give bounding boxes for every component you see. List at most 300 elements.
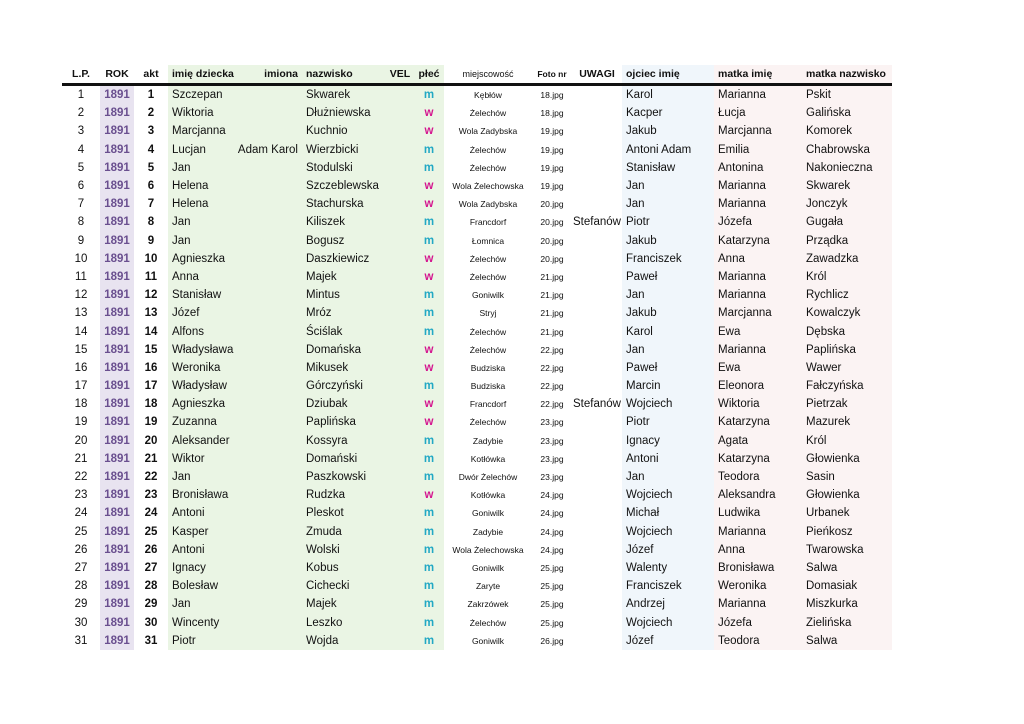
cell-imiona[interactable] xyxy=(236,250,302,268)
cell-vel[interactable] xyxy=(386,286,414,304)
cell-vel[interactable] xyxy=(386,85,414,105)
cell-miejscowosc[interactable]: Żelechów xyxy=(469,108,507,119)
cell-uwagi[interactable] xyxy=(572,504,622,522)
table-row[interactable] xyxy=(62,595,892,613)
cell-plec[interactable]: m xyxy=(414,232,444,250)
cell-ojciec-imie[interactable]: Jakub xyxy=(622,122,714,140)
cell-matka-nazwisko[interactable]: Rychlicz xyxy=(802,286,892,304)
cell-matka-imie[interactable]: Katarzyna xyxy=(714,232,802,250)
cell-foto-nr[interactable]: 20.jpg xyxy=(540,235,564,246)
cell-foto-nr[interactable]: 19.jpg xyxy=(540,162,564,173)
cell-nazwisko[interactable]: Ściślak xyxy=(302,322,386,340)
cell-nazwisko[interactable]: Dłużniewska xyxy=(302,104,386,122)
cell-nazwisko[interactable]: Leszko xyxy=(302,613,386,631)
cell-uwagi[interactable] xyxy=(572,577,622,595)
cell-imie-dziecka[interactable]: Władysław xyxy=(168,377,236,395)
cell-akt[interactable]: 9 xyxy=(147,234,155,247)
cell-rok[interactable]: 1891 xyxy=(100,432,134,450)
cell-matka-imie[interactable]: Marianna xyxy=(714,523,802,541)
table-row[interactable] xyxy=(62,468,892,486)
cell-vel[interactable] xyxy=(386,104,414,122)
cell-lp[interactable]: 6 xyxy=(77,180,85,193)
cell-imiona[interactable] xyxy=(236,195,302,213)
cell-imie-dziecka[interactable]: Jan xyxy=(168,213,236,231)
cell-ojciec-imie[interactable]: Antoni xyxy=(622,450,714,468)
cell-lp[interactable]: 23 xyxy=(74,489,88,502)
cell-foto-nr[interactable]: 23.jpg xyxy=(540,453,564,464)
cell-nazwisko[interactable]: Mikusek xyxy=(302,359,386,377)
cell-uwagi[interactable] xyxy=(572,632,622,650)
table-row[interactable] xyxy=(62,632,892,650)
cell-plec[interactable]: m xyxy=(414,504,444,522)
cell-foto-nr[interactable]: 20.jpg xyxy=(540,199,564,210)
cell-lp[interactable]: 21 xyxy=(74,452,88,465)
cell-vel[interactable] xyxy=(386,195,414,213)
cell-imie-dziecka[interactable]: Zuzanna xyxy=(168,413,236,431)
cell-vel[interactable] xyxy=(386,359,414,377)
cell-akt[interactable]: 14 xyxy=(144,325,158,338)
cell-foto-nr[interactable]: 20.jpg xyxy=(540,253,564,264)
cell-nazwisko[interactable]: Kiliszek xyxy=(302,213,386,231)
cell-imie-dziecka[interactable]: Marcjanna xyxy=(168,122,236,140)
cell-imiona[interactable] xyxy=(236,304,302,322)
cell-imiona[interactable] xyxy=(236,322,302,340)
cell-matka-imie[interactable]: Weronika xyxy=(714,577,802,595)
cell-rok[interactable]: 1891 xyxy=(100,523,134,541)
cell-plec[interactable]: m xyxy=(414,377,444,395)
cell-miejscowosc[interactable]: Dwór Żelechów xyxy=(458,472,518,483)
cell-lp[interactable]: 17 xyxy=(74,380,88,393)
cell-rok[interactable]: 1891 xyxy=(100,486,134,504)
cell-miejscowosc[interactable]: Francdorf xyxy=(469,217,507,228)
cell-matka-imie[interactable]: Józefa xyxy=(714,613,802,631)
cell-miejscowosc[interactable]: Goniwilk xyxy=(471,635,505,646)
cell-foto-nr[interactable]: 25.jpg xyxy=(540,581,564,592)
table-row[interactable] xyxy=(62,213,892,231)
table-row[interactable] xyxy=(62,432,892,450)
cell-akt[interactable]: 10 xyxy=(144,252,158,265)
cell-imiona[interactable] xyxy=(236,395,302,413)
cell-nazwisko[interactable]: Wierzbicki xyxy=(302,141,386,159)
cell-plec[interactable]: m xyxy=(414,304,444,322)
cell-plec[interactable]: m xyxy=(414,523,444,541)
cell-uwagi[interactable] xyxy=(572,232,622,250)
cell-akt[interactable]: 16 xyxy=(144,361,158,374)
cell-foto-nr[interactable]: 21.jpg xyxy=(540,290,564,301)
cell-rok[interactable]: 1891 xyxy=(100,286,134,304)
cell-akt[interactable]: 24 xyxy=(144,507,158,520)
cell-akt[interactable]: 7 xyxy=(147,198,155,211)
cell-matka-nazwisko[interactable]: Pietrzak xyxy=(802,395,892,413)
cell-matka-nazwisko[interactable]: Salwa xyxy=(802,559,892,577)
cell-foto-nr[interactable]: 18.jpg xyxy=(540,90,564,101)
cell-nazwisko[interactable]: Skwarek xyxy=(302,85,386,105)
header-lp[interactable]: L.P. xyxy=(62,65,100,85)
table-row[interactable] xyxy=(62,504,892,522)
cell-uwagi[interactable] xyxy=(572,613,622,631)
cell-lp[interactable]: 31 xyxy=(74,634,88,647)
cell-vel[interactable] xyxy=(386,232,414,250)
cell-ojciec-imie[interactable]: Paweł xyxy=(622,359,714,377)
cell-akt[interactable]: 27 xyxy=(144,561,158,574)
cell-ojciec-imie[interactable]: Franciszek xyxy=(622,250,714,268)
cell-imie-dziecka[interactable]: Jan xyxy=(168,468,236,486)
table-row[interactable] xyxy=(62,395,892,413)
cell-foto-nr[interactable]: 19.jpg xyxy=(540,181,564,192)
cell-lp[interactable]: 13 xyxy=(74,307,88,320)
cell-akt[interactable]: 28 xyxy=(144,580,158,593)
cell-lp[interactable]: 2 xyxy=(77,107,85,120)
cell-akt[interactable]: 6 xyxy=(147,180,155,193)
cell-lp[interactable]: 14 xyxy=(74,325,88,338)
table-row[interactable] xyxy=(62,322,892,340)
cell-ojciec-imie[interactable]: Michał xyxy=(622,504,714,522)
cell-uwagi[interactable] xyxy=(572,322,622,340)
cell-rok[interactable]: 1891 xyxy=(100,377,134,395)
cell-akt[interactable]: 23 xyxy=(144,489,158,502)
cell-matka-nazwisko[interactable]: Prządka xyxy=(802,232,892,250)
cell-uwagi[interactable] xyxy=(572,541,622,559)
cell-imie-dziecka[interactable]: Helena xyxy=(168,195,236,213)
cell-plec[interactable]: w xyxy=(414,195,444,213)
header-vel[interactable]: VEL xyxy=(386,65,414,85)
cell-matka-imie[interactable]: Eleonora xyxy=(714,377,802,395)
cell-matka-nazwisko[interactable]: Kowalczyk xyxy=(802,304,892,322)
cell-foto-nr[interactable]: 21.jpg xyxy=(540,326,564,337)
cell-rok[interactable]: 1891 xyxy=(100,322,134,340)
cell-matka-nazwisko[interactable]: Król xyxy=(802,432,892,450)
cell-lp[interactable]: 10 xyxy=(74,252,88,265)
table-row[interactable] xyxy=(62,159,892,177)
cell-matka-imie[interactable]: Marcjanna xyxy=(714,304,802,322)
table-row[interactable] xyxy=(62,613,892,631)
table-row[interactable] xyxy=(62,523,892,541)
cell-plec[interactable]: m xyxy=(414,85,444,105)
cell-matka-nazwisko[interactable]: Głowienka xyxy=(802,450,892,468)
cell-foto-nr[interactable]: 19.jpg xyxy=(540,144,564,155)
cell-nazwisko[interactable]: Paplińska xyxy=(302,413,386,431)
cell-rok[interactable]: 1891 xyxy=(100,104,134,122)
cell-plec[interactable]: w xyxy=(414,104,444,122)
cell-rok[interactable]: 1891 xyxy=(100,141,134,159)
cell-plec[interactable]: m xyxy=(414,322,444,340)
cell-ojciec-imie[interactable]: Stanisław xyxy=(622,159,714,177)
cell-matka-imie[interactable]: Łucja xyxy=(714,104,802,122)
cell-uwagi[interactable] xyxy=(572,359,622,377)
cell-imie-dziecka[interactable]: Jan xyxy=(168,159,236,177)
cell-vel[interactable] xyxy=(386,613,414,631)
cell-matka-imie[interactable]: Wiktoria xyxy=(714,395,802,413)
cell-akt[interactable]: 31 xyxy=(144,634,158,647)
cell-lp[interactable]: 22 xyxy=(74,471,88,484)
cell-akt[interactable]: 11 xyxy=(144,270,158,283)
cell-plec[interactable]: w xyxy=(414,122,444,140)
cell-miejscowosc[interactable]: Stryj xyxy=(479,308,497,319)
cell-imie-dziecka[interactable]: Wiktor xyxy=(168,450,236,468)
cell-uwagi[interactable] xyxy=(572,141,622,159)
header-miejscowosc[interactable]: miejscowość xyxy=(444,65,532,85)
cell-imie-dziecka[interactable]: Bronisława xyxy=(168,486,236,504)
cell-miejscowosc[interactable]: Wola Zadybska xyxy=(458,199,518,210)
cell-akt[interactable]: 5 xyxy=(147,161,155,174)
cell-imiona[interactable] xyxy=(236,377,302,395)
cell-matka-nazwisko[interactable]: Nakonieczna xyxy=(802,159,892,177)
cell-nazwisko[interactable]: Górczyński xyxy=(302,377,386,395)
cell-nazwisko[interactable]: Kossyra xyxy=(302,432,386,450)
cell-uwagi[interactable] xyxy=(572,523,622,541)
cell-imie-dziecka[interactable]: Władysława xyxy=(168,341,236,359)
cell-foto-nr[interactable]: 24.jpg xyxy=(540,508,564,519)
cell-imiona[interactable] xyxy=(236,577,302,595)
cell-ojciec-imie[interactable]: Jan xyxy=(622,468,714,486)
cell-ojciec-imie[interactable]: Kacper xyxy=(622,104,714,122)
cell-plec[interactable]: w xyxy=(414,359,444,377)
cell-ojciec-imie[interactable]: Wojciech xyxy=(622,486,714,504)
cell-imiona[interactable] xyxy=(236,268,302,286)
table-row[interactable] xyxy=(62,141,892,159)
table-row[interactable] xyxy=(62,577,892,595)
cell-plec[interactable]: w xyxy=(414,486,444,504)
cell-matka-imie[interactable]: Marianna xyxy=(714,268,802,286)
cell-uwagi[interactable] xyxy=(572,432,622,450)
cell-matka-nazwisko[interactable]: Komorek xyxy=(802,122,892,140)
table-row[interactable] xyxy=(62,250,892,268)
cell-rok[interactable]: 1891 xyxy=(100,122,134,140)
cell-rok[interactable]: 1891 xyxy=(100,541,134,559)
table-row[interactable] xyxy=(62,177,892,195)
cell-akt[interactable]: 15 xyxy=(144,343,158,356)
cell-matka-nazwisko[interactable]: Domasiak xyxy=(802,577,892,595)
cell-miejscowosc[interactable]: Żelechów xyxy=(469,253,507,264)
cell-vel[interactable] xyxy=(386,486,414,504)
cell-nazwisko[interactable]: Paszkowski xyxy=(302,468,386,486)
cell-foto-nr[interactable]: 23.jpg xyxy=(540,435,564,446)
cell-matka-nazwisko[interactable]: Pieńkosz xyxy=(802,523,892,541)
cell-vel[interactable] xyxy=(386,177,414,195)
cell-foto-nr[interactable]: 18.jpg xyxy=(540,108,564,119)
cell-uwagi[interactable] xyxy=(572,177,622,195)
cell-rok[interactable]: 1891 xyxy=(100,413,134,431)
cell-foto-nr[interactable]: 24.jpg xyxy=(540,490,564,501)
cell-rok[interactable]: 1891 xyxy=(100,613,134,631)
cell-vel[interactable] xyxy=(386,141,414,159)
cell-matka-nazwisko[interactable]: Urbanek xyxy=(802,504,892,522)
cell-plec[interactable]: w xyxy=(414,250,444,268)
cell-miejscowosc[interactable]: Wola Żelechowska xyxy=(452,544,524,555)
cell-nazwisko[interactable]: Majek xyxy=(302,268,386,286)
cell-foto-nr[interactable]: 21.jpg xyxy=(540,271,564,282)
header-nazwisko[interactable]: nazwisko xyxy=(302,65,386,85)
cell-uwagi[interactable] xyxy=(572,468,622,486)
cell-lp[interactable]: 27 xyxy=(74,561,88,574)
cell-rok[interactable]: 1891 xyxy=(100,341,134,359)
cell-foto-nr[interactable]: 22.jpg xyxy=(540,362,564,373)
cell-matka-nazwisko[interactable]: Salwa xyxy=(802,632,892,650)
cell-ojciec-imie[interactable]: Jakub xyxy=(622,304,714,322)
cell-akt[interactable]: 17 xyxy=(144,380,158,393)
cell-plec[interactable]: m xyxy=(414,286,444,304)
cell-plec[interactable]: m xyxy=(414,613,444,631)
cell-rok[interactable]: 1891 xyxy=(100,195,134,213)
cell-matka-nazwisko[interactable]: Galińska xyxy=(802,104,892,122)
cell-matka-imie[interactable]: Ewa xyxy=(714,322,802,340)
cell-akt[interactable]: 26 xyxy=(144,543,158,556)
cell-akt[interactable]: 2 xyxy=(147,107,155,120)
cell-akt[interactable]: 25 xyxy=(144,525,158,538)
cell-uwagi[interactable] xyxy=(572,377,622,395)
cell-matka-imie[interactable]: Marianna xyxy=(714,177,802,195)
table-row[interactable] xyxy=(62,232,892,250)
cell-uwagi[interactable]: Stefanów xyxy=(573,216,621,229)
cell-nazwisko[interactable]: Daszkiewicz xyxy=(302,250,386,268)
table-row[interactable] xyxy=(62,559,892,577)
cell-akt[interactable]: 4 xyxy=(147,143,155,156)
cell-matka-imie[interactable]: Aleksandra xyxy=(714,486,802,504)
cell-akt[interactable]: 19 xyxy=(144,416,158,429)
cell-ojciec-imie[interactable]: Ignacy xyxy=(622,432,714,450)
cell-lp[interactable]: 30 xyxy=(74,616,88,629)
cell-lp[interactable]: 16 xyxy=(74,361,88,374)
cell-foto-nr[interactable]: 24.jpg xyxy=(540,526,564,537)
cell-miejscowosc[interactable]: Goniwilk xyxy=(471,562,505,573)
cell-miejscowosc[interactable]: Żelechów xyxy=(469,326,507,337)
cell-ojciec-imie[interactable]: Franciszek xyxy=(622,577,714,595)
cell-plec[interactable]: w xyxy=(414,341,444,359)
cell-imie-dziecka[interactable]: Antoni xyxy=(168,504,236,522)
cell-matka-imie[interactable]: Emilia xyxy=(714,141,802,159)
cell-akt[interactable]: 13 xyxy=(144,307,158,320)
cell-matka-nazwisko[interactable]: Zielińska xyxy=(802,613,892,631)
cell-miejscowosc[interactable]: Kotłówka xyxy=(470,490,506,501)
cell-lp[interactable]: 3 xyxy=(77,125,85,138)
cell-foto-nr[interactable]: 25.jpg xyxy=(540,617,564,628)
cell-foto-nr[interactable]: 24.jpg xyxy=(540,544,564,555)
cell-vel[interactable] xyxy=(386,159,414,177)
cell-imiona[interactable] xyxy=(236,104,302,122)
cell-vel[interactable] xyxy=(386,450,414,468)
cell-imiona[interactable] xyxy=(236,286,302,304)
header-ojciec-imie[interactable]: ojciec imię xyxy=(622,65,714,85)
cell-vel[interactable] xyxy=(386,432,414,450)
cell-imiona[interactable] xyxy=(236,122,302,140)
cell-ojciec-imie[interactable]: Jan xyxy=(622,286,714,304)
cell-matka-nazwisko[interactable]: Skwarek xyxy=(802,177,892,195)
cell-vel[interactable] xyxy=(386,413,414,431)
cell-matka-imie[interactable]: Bronisława xyxy=(714,559,802,577)
cell-miejscowosc[interactable]: Budziska xyxy=(470,381,506,392)
cell-uwagi[interactable] xyxy=(572,413,622,431)
cell-imie-dziecka[interactable]: Agnieszka xyxy=(168,395,236,413)
cell-matka-imie[interactable]: Teodora xyxy=(714,632,802,650)
header-plec[interactable]: płeć xyxy=(414,65,444,85)
cell-matka-nazwisko[interactable]: Miszkurka xyxy=(802,595,892,613)
cell-rok[interactable]: 1891 xyxy=(100,232,134,250)
cell-uwagi[interactable]: Stefanów xyxy=(573,398,621,411)
cell-matka-imie[interactable]: Katarzyna xyxy=(714,413,802,431)
cell-miejscowosc[interactable]: Goniwilk xyxy=(471,290,505,301)
cell-matka-imie[interactable]: Marcjanna xyxy=(714,122,802,140)
table-row[interactable] xyxy=(62,341,892,359)
cell-akt[interactable]: 30 xyxy=(144,616,158,629)
cell-akt[interactable]: 29 xyxy=(144,598,158,611)
cell-miejscowosc[interactable]: Goniwilk xyxy=(471,508,505,519)
table-row[interactable] xyxy=(62,85,892,105)
cell-miejscowosc[interactable]: Żelechów xyxy=(469,144,507,155)
cell-plec[interactable]: w xyxy=(414,413,444,431)
cell-imie-dziecka[interactable]: Ignacy xyxy=(168,559,236,577)
cell-miejscowosc[interactable]: Kotłówka xyxy=(470,453,506,464)
cell-rok[interactable]: 1891 xyxy=(100,268,134,286)
cell-rok[interactable]: 1891 xyxy=(100,632,134,650)
cell-lp[interactable]: 7 xyxy=(77,198,85,211)
cell-miejscowosc[interactable]: Wola Żelechowska xyxy=(452,181,524,192)
cell-ojciec-imie[interactable]: Jan xyxy=(622,195,714,213)
cell-nazwisko[interactable]: Majek xyxy=(302,595,386,613)
cell-imiona[interactable] xyxy=(236,632,302,650)
cell-akt[interactable]: 21 xyxy=(144,452,158,465)
cell-nazwisko[interactable]: Szczeblewska xyxy=(302,177,386,195)
cell-matka-imie[interactable]: Ludwika xyxy=(714,504,802,522)
cell-miejscowosc[interactable]: Wola Zadybska xyxy=(458,126,518,137)
cell-imie-dziecka[interactable]: Stanisław xyxy=(168,286,236,304)
cell-akt[interactable]: 18 xyxy=(144,398,158,411)
cell-matka-nazwisko[interactable]: Wawer xyxy=(802,359,892,377)
cell-rok[interactable]: 1891 xyxy=(100,395,134,413)
cell-lp[interactable]: 28 xyxy=(74,580,88,593)
cell-matka-imie[interactable]: Marianna xyxy=(714,286,802,304)
cell-nazwisko[interactable]: Pleskot xyxy=(302,504,386,522)
cell-imiona[interactable] xyxy=(236,359,302,377)
cell-nazwisko[interactable]: Wolski xyxy=(302,541,386,559)
header-rok[interactable]: ROK xyxy=(100,65,134,85)
cell-uwagi[interactable] xyxy=(572,304,622,322)
cell-nazwisko[interactable]: Bogusz xyxy=(302,232,386,250)
cell-imiona[interactable] xyxy=(236,177,302,195)
cell-matka-nazwisko[interactable]: Mazurek xyxy=(802,413,892,431)
cell-imie-dziecka[interactable]: Wincenty xyxy=(168,613,236,631)
cell-foto-nr[interactable]: 22.jpg xyxy=(540,381,564,392)
cell-rok[interactable]: 1891 xyxy=(100,468,134,486)
cell-nazwisko[interactable]: Cichecki xyxy=(302,577,386,595)
header-foto-nr[interactable]: Foto nr xyxy=(532,65,572,85)
cell-plec[interactable]: w xyxy=(414,177,444,195)
cell-matka-nazwisko[interactable]: Jonczyk xyxy=(802,195,892,213)
cell-akt[interactable]: 3 xyxy=(147,125,155,138)
cell-uwagi[interactable] xyxy=(572,250,622,268)
cell-uwagi[interactable] xyxy=(572,159,622,177)
cell-lp[interactable]: 19 xyxy=(74,416,88,429)
cell-imiona[interactable] xyxy=(236,559,302,577)
table-row[interactable] xyxy=(62,450,892,468)
cell-miejscowosc[interactable]: Łomnica xyxy=(471,235,505,246)
cell-rok[interactable]: 1891 xyxy=(100,450,134,468)
cell-ojciec-imie[interactable]: Walenty xyxy=(622,559,714,577)
cell-ojciec-imie[interactable]: Piotr xyxy=(622,413,714,431)
cell-lp[interactable]: 26 xyxy=(74,543,88,556)
cell-matka-imie[interactable]: Marianna xyxy=(714,341,802,359)
cell-rok[interactable]: 1891 xyxy=(100,577,134,595)
cell-imiona[interactable] xyxy=(236,541,302,559)
cell-lp[interactable]: 11 xyxy=(75,270,87,283)
cell-uwagi[interactable] xyxy=(572,122,622,140)
cell-vel[interactable] xyxy=(386,250,414,268)
cell-ojciec-imie[interactable]: Marcin xyxy=(622,377,714,395)
cell-imiona[interactable] xyxy=(236,432,302,450)
cell-matka-nazwisko[interactable]: Król xyxy=(802,268,892,286)
cell-matka-imie[interactable]: Marianna xyxy=(714,195,802,213)
header-imiona[interactable]: imiona xyxy=(236,65,302,85)
cell-vel[interactable] xyxy=(386,395,414,413)
